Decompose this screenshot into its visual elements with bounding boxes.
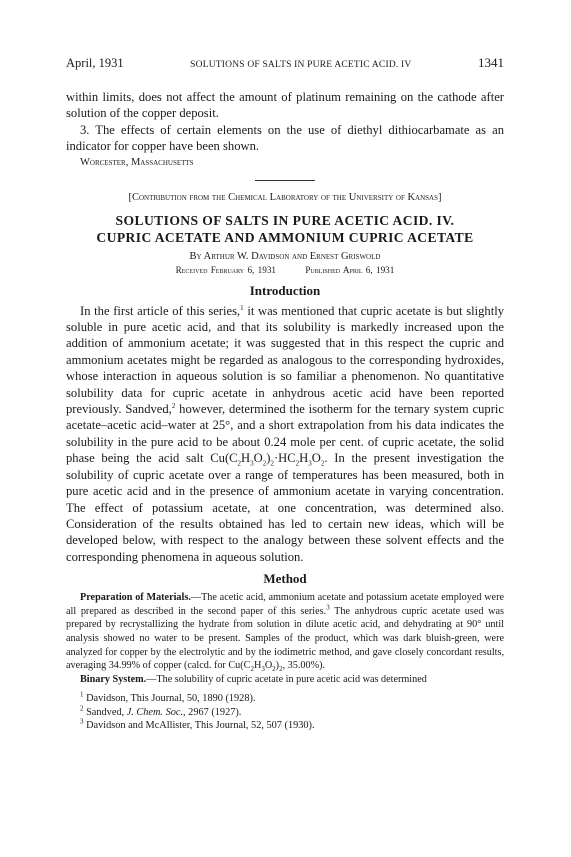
section-divider [255,180,315,181]
footnote-ref-1[interactable]: 1 [240,303,244,312]
footnote-ref-3[interactable]: 3 [326,603,330,612]
page-number: 1341 [478,55,504,70]
article-dates [66,265,504,275]
article-title-line-1: SOLUTIONS OF SALTS IN PURE ACETIC ACID. IV. [115,212,455,228]
author-byline: By Arthur W. Davidson and Ernest Griswold [189,250,381,262]
footnotes [80,692,504,733]
running-head-date: April, 1931 [66,56,124,70]
footnote-1: $^1$ Davidson, This Journal, 50, 1890 (1928). [80,690,256,705]
preceding-paragraph-1: within limits, does not affect the amount of platinum remaining on the cathode after solution of the copper deposit. [66,90,504,121]
contribution-line: [Contribution from the Chemical Laboratory of the University of Kansas] [128,191,442,203]
introduction-heading: Introduction [249,282,321,298]
preparation-paragraph: Preparation of Materials.—The acetic acid, ammonium acetate and potassium acetate employed were all prepared as described in the second paper of this series.$^3$ The anhydrous cupric acetate used was prepared by recrystallizing the hydrate from solution in dilute acetic acid, and dehydrating at 90° until analysis showed no water to be present. Samples of the product, which was dark bluish-green, were analyzed for copper by the electrolytic and by the iodimetric method, and gave closely concordant results, averaging 34.99% of copper (calcd. for $Cu(C_2H_3O_2)_2$, 35.00%). [66,592,504,674]
binary-system-paragraph: Binary System.—The solubility of cupric acetate in pure acetic acid was determined [80,673,427,685]
introduction-paragraph: In the first article of this series,$^1$ it was mentioned that cupric acetate is but slightly soluble in pure acetic acid, and that its solubility is markedly increased upon the addition of ammonium acetate; it was suggested that in this respect the cupric and ammonium acetates might be regarded as analogous to the corresponding hydroxides, whose interaction in aqueous solution is so familiar a phenomenon. No quantitative solubility data for cupric acetate in anhydrous acetic acid have been reported previously. Sandved,$^2$ however, determined the isotherm for the ternary system cupric acetate–acetic acid–water at 25°, and a short extrapolation from his data indicates the solubility in the pure acid to be about 0.24 mole per cent. of cupric acetate, the solid phase being the acid salt $Cu(C_2H_3O_2)_2\cdot HC_2H_3O_2$. In the present investigation the solubility of cupric acetate over a range of temperatures has been measured, both in pure acetic acid and in the presence of ammonium acetate in varying concentration. The effect of potassium acetate, at one concentration, was determined also. Consideration of the results obtained has led to certain new ideas, which will be developed below, with respect to the analogy between these solvent effects and the corresponding phenomena in aqueous solution. [66,303,504,564]
footnote-ref-2[interactable]: 2 [171,401,176,410]
received-date: Received February 6, 1931 [175,264,277,275]
footnote-3: $^3$ Davidson and McAllister, This Journal, 52, 507 (1930). [80,717,315,732]
method-heading: Method [263,571,307,587]
binary-system-run-in-heading: Binary System. [80,673,147,685]
published-date: Published April 6, 1931 [305,264,395,275]
author-affiliation: Worcester, Massachusetts [80,156,194,168]
footnote-2: $^2$ Sandved, J. Chem. Soc., 2967 (1927). [80,704,242,718]
preceding-paragraph-2: 3. The effects of certain elements on the use of diethyl dithiocarbamate as an indicator for copper have been shown. [66,122,504,154]
running-head [66,55,504,73]
preparation-run-in-heading: Preparation of Materials. [80,592,191,604]
journal-page [66,55,504,733]
article-title-line-2: CUPRIC ACETATE AND AMMONIUM CUPRIC ACETATE [96,229,474,245]
running-head-title: SOLUTIONS OF SALTS IN PURE ACETIC ACID. IV [190,60,412,70]
